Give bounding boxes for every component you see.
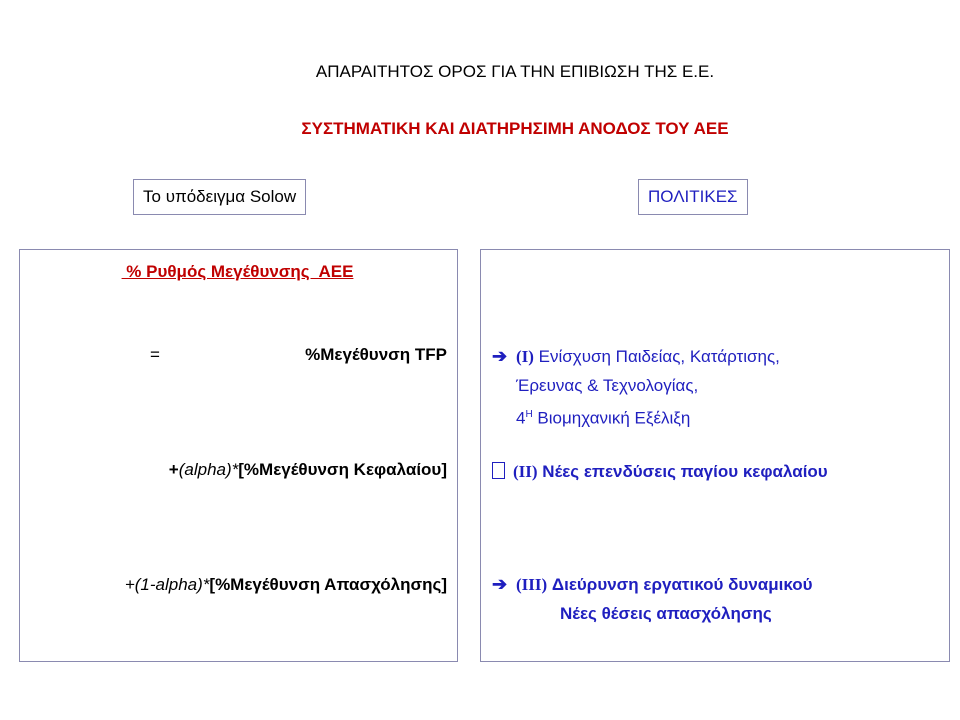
plus-sign: +: [168, 460, 179, 479]
policy-2-text: Νέες επενδύσεις παγίου κεφαλαίου: [537, 462, 828, 481]
growth-rate-heading: % Ρυθμός Μεγέθυνσης ΑΕΕ: [121, 262, 354, 281]
policy-1-numeral: (I): [516, 347, 534, 366]
policy-item-3: [492, 570, 813, 628]
solow-model-label: Το υπόδειγμα Solow: [133, 179, 306, 215]
equation-panel: [19, 249, 458, 662]
tfp-growth-term: %Μεγέθυνση TFP: [305, 345, 447, 364]
labor-growth-label: [%Μεγέθυνση Απασχόλησης]: [209, 575, 447, 594]
policy-1-line2: Έρευνας & Τεχνολογίας,: [516, 376, 699, 395]
slide-subtitle: ΣΥΣΤΗΜΑΤΙΚΗ ΚΑΙ ΔΙΑΤΗΡΗΣΙΜΗ ΑΝΟΔΟΣ ΤΟΥ ΑΕΕ: [301, 119, 729, 138]
policy-3-numeral: (III): [516, 575, 548, 594]
policy-1-line3-text: Βιομηχανική Εξέλιξη: [532, 408, 691, 428]
missing-glyph-icon: [492, 462, 505, 479]
arrow-right-icon: ➔: [492, 346, 508, 366]
policy-1-line3-number: 4: [516, 408, 526, 428]
one-minus-alpha-coefficient: +(1-alpha)*: [124, 575, 210, 594]
policy-1-line1: Ενίσχυση Παιδείας, Κατάρτισης,: [533, 347, 780, 366]
policy-item-1: [492, 342, 780, 433]
labor-growth-term: [125, 575, 447, 595]
policy-3-line1: Διεύρυνση εργατικού δυναμικού: [547, 575, 813, 594]
capital-growth-term: [169, 460, 447, 480]
arrow-right-icon: ➔: [492, 574, 508, 594]
capital-growth-label: [%Μεγέθυνση Κεφαλαίου]: [238, 460, 447, 479]
policy-2-numeral: (II): [513, 462, 538, 481]
policy-item-2: [492, 457, 828, 486]
policies-label: ΠΟΛΙΤΙΚΕΣ: [638, 179, 748, 215]
policy-3-line2: Νέες θέσεις απασχόλησης: [560, 604, 772, 623]
policy-1-line3: [492, 400, 780, 433]
alpha-coefficient: (alpha)*: [178, 460, 239, 479]
slide-title: ΑΠΑΡΑΙΤΗΤΟΣ ΟΡΟΣ ΓΙΑ ΤΗΝ ΕΠΙΒΙΩΣΗ ΤΗΣ Ε.Ε.: [315, 62, 715, 81]
policy-1-line3-superscript: Η: [525, 409, 533, 420]
equals-sign: =: [150, 345, 160, 364]
